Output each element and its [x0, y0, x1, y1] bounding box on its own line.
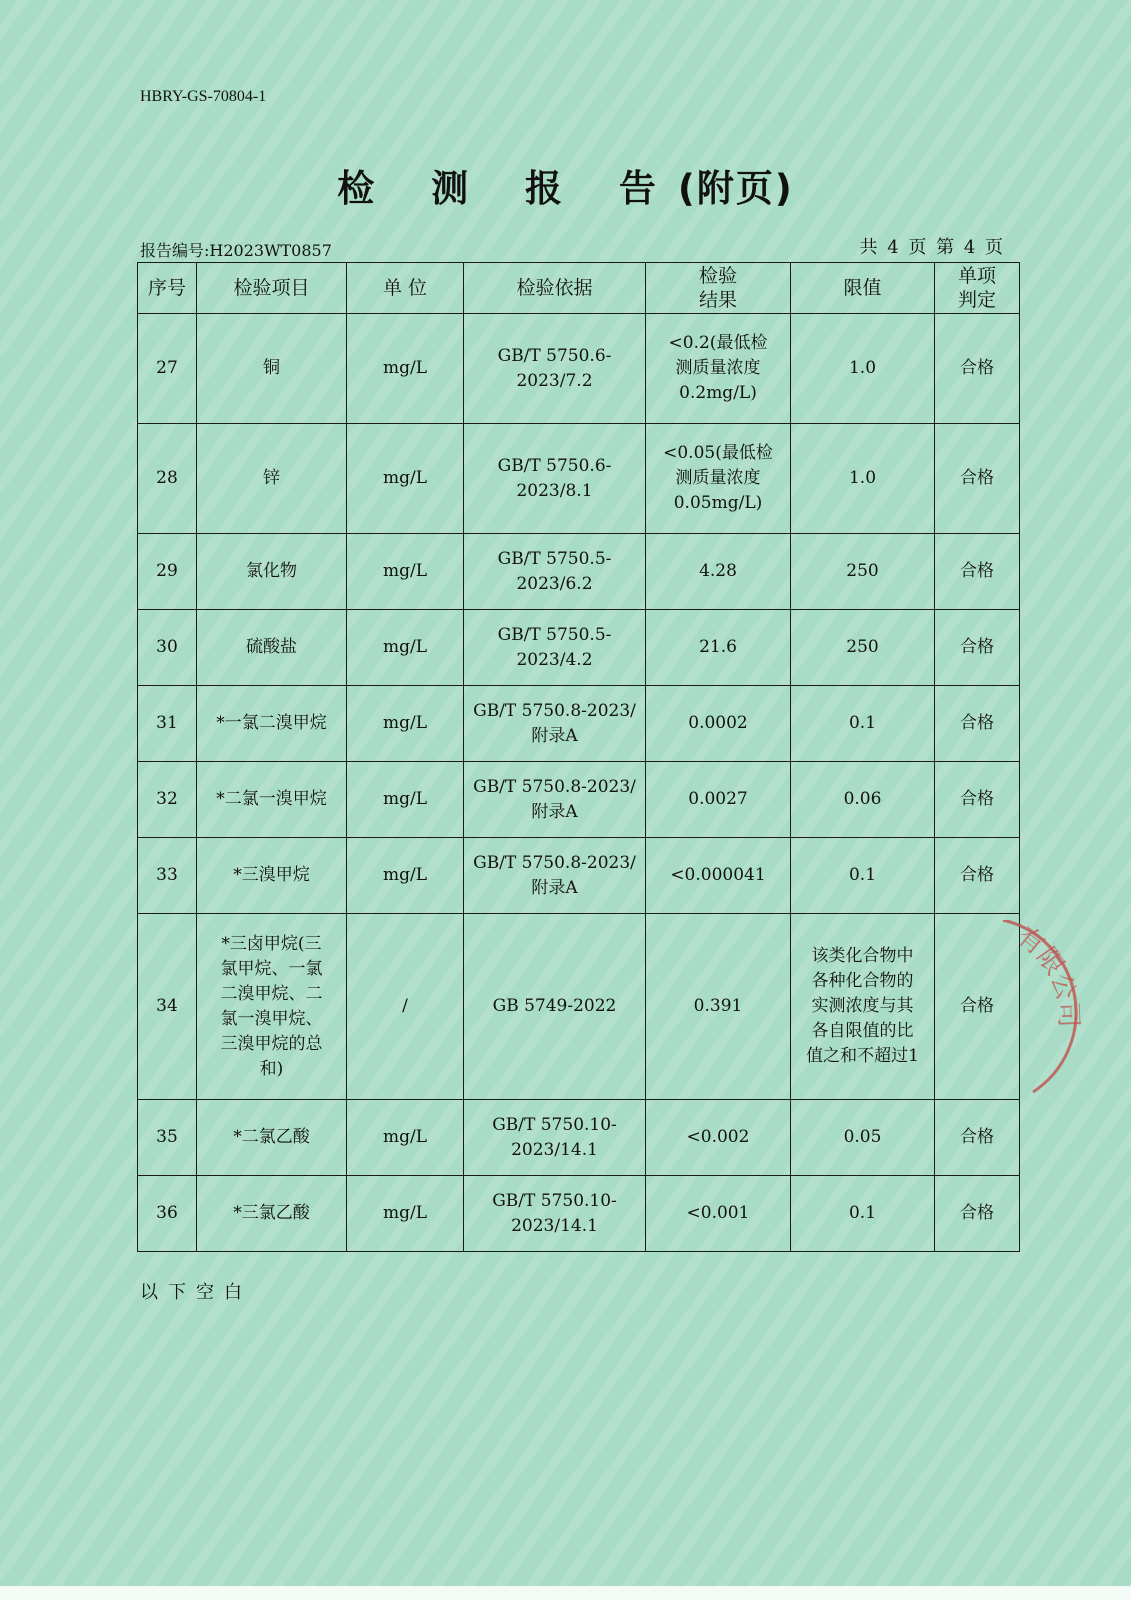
cell-unit: mg/L [347, 686, 464, 762]
cell-method-line: GB 5749-2022 [492, 996, 617, 1016]
col-header-judge-line1: 单项 [957, 265, 996, 287]
cell-result-line: 测质量浓度 [675, 468, 761, 488]
page-count: 共 4 页 第 4 页 [859, 237, 1005, 258]
cell-judge: 合格 [935, 534, 1020, 610]
cell-item: *三氯乙酸 [197, 1176, 347, 1252]
cell-method-line: 2023/14.1 [511, 1215, 598, 1236]
cell-limit-line: 250 [846, 637, 879, 657]
col-header-item: 检验项目 [197, 263, 347, 314]
cell-result-line: 0.2mg/L) [679, 383, 757, 403]
cell-item: *二氯一溴甲烷 [197, 762, 347, 838]
cell-method-line: 附录A [531, 725, 578, 746]
cell-judge: 合格 [935, 762, 1020, 838]
cell-unit: mg/L [347, 314, 464, 424]
cell-item-line: *三卤甲烷(三 [221, 933, 322, 954]
cell-result-line: <0.000041 [670, 865, 766, 885]
cell-limit-line: 250 [846, 561, 879, 581]
cell-result [646, 838, 791, 914]
cell-method-line: GB/T 5750.5- [497, 548, 612, 569]
cell-item: 氯化物 [197, 534, 347, 610]
cell-method-line: GB/T 5750.6- [497, 345, 612, 366]
cell-method [464, 838, 646, 914]
cell-judge: 合格 [935, 914, 1020, 1100]
cell-seq: 33 [138, 838, 197, 914]
cell-result [646, 610, 791, 686]
cell-unit: mg/L [347, 534, 464, 610]
col-header-result-line1: 检验 [698, 265, 737, 287]
cell-limit [791, 838, 935, 914]
table-row [138, 314, 1020, 424]
cell-result-line: 21.6 [699, 637, 737, 657]
cell-result [646, 686, 791, 762]
report-number: 报告编号:H2023WT0857 [140, 241, 332, 260]
cell-limit [791, 914, 935, 1100]
cell-result-line: 0.391 [693, 996, 743, 1016]
table-row [138, 1176, 1020, 1252]
cell-item-line: 氯一溴甲烷、 [220, 1008, 323, 1029]
cell-limit [791, 314, 935, 424]
cell-result [646, 314, 791, 424]
cell-limit [791, 686, 935, 762]
cell-method-line: GB/T 5750.8-2023/ [473, 852, 636, 873]
cell-method-line: GB/T 5750.5- [497, 624, 612, 645]
cell-result-line: 0.05mg/L) [673, 493, 763, 513]
col-header-judge-line2: 判定 [957, 289, 996, 311]
table-row [138, 534, 1020, 610]
cell-unit: / [347, 914, 464, 1100]
cell-limit-line: 0.05 [843, 1127, 882, 1147]
cell-result [646, 1100, 791, 1176]
cell-result [646, 424, 791, 534]
cell-result [646, 534, 791, 610]
cell-result-line: <0.05(最低检 [663, 443, 773, 463]
cell-method-line: GB/T 5750.10- [492, 1190, 617, 1211]
cell-limit-line: 各种化合物的 [811, 971, 914, 991]
col-header-seq: 序号 [138, 263, 197, 314]
cell-method-line: 附录A [531, 801, 578, 822]
cell-result-line: 4.28 [699, 561, 737, 581]
cell-limit [791, 534, 935, 610]
cell-method [464, 610, 646, 686]
cell-unit: mg/L [347, 838, 464, 914]
table-row [138, 686, 1020, 762]
cell-item-line: 三溴甲烷的总 [220, 1033, 323, 1054]
cell-method-line: 2023/6.2 [516, 573, 593, 594]
cell-method [464, 914, 646, 1100]
cell-method-line: 2023/8.1 [516, 480, 593, 501]
cell-item-line: 二溴甲烷、二 [220, 983, 323, 1004]
cell-limit-line: 1.0 [848, 358, 877, 378]
cell-method [464, 314, 646, 424]
cell-limit [791, 424, 935, 534]
cell-method [464, 424, 646, 534]
cell-result [646, 762, 791, 838]
col-header-unit: 单 位 [347, 263, 464, 314]
table-header-row [138, 263, 1020, 314]
cell-result-line: <0.2(最低检 [668, 333, 768, 353]
table-row [138, 838, 1020, 914]
cell-seq: 36 [138, 1176, 197, 1252]
cell-item-line: 和) [259, 1058, 284, 1079]
cell-item [197, 914, 347, 1100]
cell-result-line: <0.001 [686, 1203, 750, 1223]
cell-result [646, 914, 791, 1100]
col-header-method: 检验依据 [464, 263, 646, 314]
title-suffix: (附页) [677, 167, 794, 210]
title-main: 检 测 报 告 [337, 167, 678, 210]
table-row [138, 424, 1020, 534]
cell-result-line: 测质量浓度 [675, 358, 761, 378]
cell-method [464, 762, 646, 838]
cell-limit-line: 实测浓度与其 [811, 996, 914, 1016]
cell-method-line: 2023/4.2 [516, 649, 593, 670]
cell-method-line: GB/T 5750.8-2023/ [473, 700, 636, 721]
results-table [137, 262, 1020, 1252]
cell-seq: 28 [138, 424, 197, 534]
cell-limit [791, 1176, 935, 1252]
cell-unit: mg/L [347, 1176, 464, 1252]
cell-method-line: GB/T 5750.6- [497, 455, 612, 476]
cell-judge: 合格 [935, 1100, 1020, 1176]
cell-limit-line: 该类化合物中 [811, 946, 914, 966]
cell-method [464, 686, 646, 762]
cell-method-line: GB/T 5750.10- [492, 1114, 617, 1135]
cell-unit: mg/L [347, 762, 464, 838]
cell-item-line: 氯甲烷、一氯 [220, 958, 323, 979]
cell-result-line: <0.002 [686, 1127, 750, 1147]
svg-text:有限公司 [1011, 921, 1083, 1028]
cell-limit-line: 值之和不超过1 [806, 1046, 919, 1066]
document-code: HBRY-GS-70804-1 [140, 88, 267, 105]
cell-seq: 27 [138, 314, 197, 424]
table-row [138, 610, 1020, 686]
seal-text: 有限公司 [1011, 921, 1084, 1029]
document-title [0, 158, 1131, 212]
cell-limit-line: 0.06 [843, 789, 882, 809]
cell-result [646, 1176, 791, 1252]
cell-method [464, 1100, 646, 1176]
cell-item: 铜 [197, 314, 347, 424]
cell-method-line: GB/T 5750.8-2023/ [473, 776, 636, 797]
blank-note: 以下空白 [140, 1282, 252, 1303]
cell-item: 硫酸盐 [197, 610, 347, 686]
cell-item: *二氯乙酸 [197, 1100, 347, 1176]
paper-edge [0, 1586, 1131, 1600]
col-header-result [646, 263, 791, 314]
cell-limit [791, 762, 935, 838]
cell-item: 锌 [197, 424, 347, 534]
cell-method-line: 附录A [531, 877, 578, 898]
cell-limit [791, 610, 935, 686]
cell-result-line: 0.0027 [688, 789, 748, 809]
col-header-limit: 限值 [791, 263, 935, 314]
cell-method [464, 1176, 646, 1252]
cell-unit: mg/L [347, 1100, 464, 1176]
cell-method [464, 534, 646, 610]
table-row [138, 762, 1020, 838]
cell-unit: mg/L [347, 424, 464, 534]
col-header-result-line2: 结果 [698, 289, 737, 311]
cell-seq: 32 [138, 762, 197, 838]
cell-judge: 合格 [935, 686, 1020, 762]
cell-limit-line: 0.1 [848, 713, 877, 733]
cell-method-line: 2023/7.2 [516, 370, 593, 391]
cell-unit: mg/L [347, 610, 464, 686]
col-header-judge [935, 263, 1020, 314]
cell-seq: 35 [138, 1100, 197, 1176]
cell-limit-line: 0.1 [848, 1203, 877, 1223]
cell-seq: 30 [138, 610, 197, 686]
cell-judge: 合格 [935, 610, 1020, 686]
cell-judge: 合格 [935, 1176, 1020, 1252]
table-row [138, 914, 1020, 1100]
cell-limit [791, 1100, 935, 1176]
cell-seq: 34 [138, 914, 197, 1100]
cell-seq: 29 [138, 534, 197, 610]
table-body [138, 314, 1020, 1252]
cell-limit-line: 1.0 [848, 468, 877, 488]
cell-item: *一氯二溴甲烷 [197, 686, 347, 762]
cell-seq: 31 [138, 686, 197, 762]
table-row [138, 1100, 1020, 1176]
cell-judge: 合格 [935, 838, 1020, 914]
cell-limit-line: 各自限值的比 [811, 1021, 914, 1041]
cell-judge: 合格 [935, 314, 1020, 424]
cell-method-line: 2023/14.1 [511, 1139, 598, 1160]
cell-judge: 合格 [935, 424, 1020, 534]
cell-item: *三溴甲烷 [197, 838, 347, 914]
cell-limit-line: 0.1 [848, 865, 877, 885]
cell-result-line: 0.0002 [688, 713, 748, 733]
